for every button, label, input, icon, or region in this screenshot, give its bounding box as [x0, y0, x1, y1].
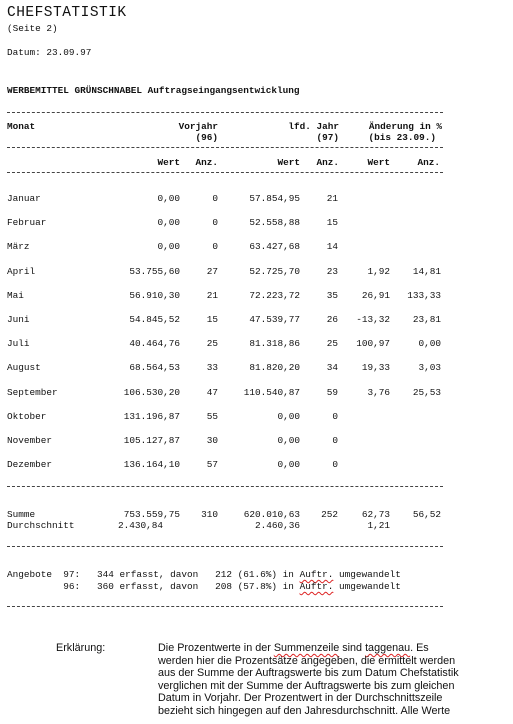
sum-label: Summe [7, 509, 36, 520]
col-header-change-count: Anz. [417, 157, 440, 168]
avg-change-value: 1,21 [367, 520, 390, 531]
row-cell-pc: 57 [206, 459, 218, 471]
col-header-prev-year-sub: (96) [195, 132, 218, 143]
avg-cur-value: 2.460,36 [254, 520, 300, 531]
row-cell-pc: 15 [206, 314, 218, 325]
avg-label: Durchschnitt [7, 520, 75, 531]
row-cell-cv: 52.558,88 [249, 217, 300, 229]
sum-prev-value: 753.559,75 [123, 509, 180, 520]
col-header-prev-value: Wert [157, 157, 180, 168]
row-cell-cc: 0 [332, 410, 338, 422]
row-cell-cc: 59 [326, 386, 338, 398]
row-cell-pv: 0,00 [157, 217, 180, 229]
row-month: November [7, 435, 53, 446]
row-cell-cc: 0 [332, 459, 338, 471]
col-header-change: Änderung in % [368, 121, 442, 132]
offers-96-word: Auftr. [299, 581, 334, 592]
row-cell-cv: 81.820,20 [249, 362, 300, 374]
expl-l2: werden hier die Prozentsätze angegeben, die ermittelt werden [158, 654, 456, 667]
row-cell-chc: 23,81 [412, 314, 441, 325]
row-month: Januar [7, 193, 41, 204]
row-cell-pv: 0,00 [157, 241, 180, 253]
row-cell-cv: 47.539,77 [249, 314, 300, 325]
row-cell-cv: 81.318,86 [249, 338, 300, 350]
row-cell-pv: 53.755,60 [129, 265, 180, 277]
sum-cur-count: 252 [321, 509, 338, 520]
row-cell-cv: 0,00 [277, 459, 300, 471]
col-header-month: Monat [7, 121, 36, 132]
row-month: Dezember [7, 459, 53, 471]
row-cell-pv: 105.127,87 [123, 435, 180, 446]
row-cell-cv: 0,00 [277, 435, 300, 446]
row-month: August [7, 362, 41, 374]
row-cell-chv: 3,76 [367, 386, 390, 398]
row-cell-cv: 57.854,95 [249, 193, 300, 204]
row-month: Mai [7, 289, 24, 301]
row-cell-cc: 0 [332, 435, 338, 446]
row-cell-chc: 3,03 [418, 362, 441, 374]
sum-change-count: 56,52 [412, 509, 441, 520]
row-month: April [7, 265, 36, 277]
row-cell-pc: 55 [206, 410, 218, 422]
col-header-cur-year-sub: (97) [316, 132, 339, 143]
offers-line-96 [7, 581, 401, 592]
row-cell-cv: 110.540,87 [243, 386, 300, 398]
expl-l1-mid: sind [339, 642, 366, 654]
row-cell-cc: 34 [326, 362, 338, 374]
expl-l1-pre: Die Prozentwerte in der [158, 642, 274, 654]
row-cell-pc: 0 [212, 217, 218, 229]
row-cell-cv: 63.427,68 [249, 241, 300, 253]
expl-l1-word2: taggenau [365, 642, 411, 654]
row-month: September [7, 386, 58, 398]
sum-cur-value: 620.010,63 [243, 509, 300, 520]
expl-l3: aus der Summe der Auftragswerte bis zum Datum Chefstatistik [158, 667, 459, 680]
row-cell-pc: 30 [206, 435, 218, 446]
row-cell-pc: 27 [206, 265, 218, 277]
divider-bottom [7, 606, 443, 607]
row-cell-cc: 21 [326, 193, 338, 204]
row-cell-chc: 25,53 [412, 386, 441, 398]
page-subtitle: (Seite 2) [7, 23, 58, 34]
row-cell-pc: 47 [206, 386, 218, 398]
sum-change-value: 62,73 [361, 509, 390, 520]
report-title: WERBEMITTEL GRÜNSCHNABEL Auftragseingangsentwicklung [7, 85, 300, 96]
row-cell-cc: 15 [326, 217, 338, 229]
row-month: Oktober [7, 410, 47, 422]
row-cell-pv: 68.564,53 [129, 362, 180, 374]
row-cell-cv: 52.725,70 [249, 265, 300, 277]
row-cell-pv: 40.464,76 [129, 338, 180, 350]
offers-97-text: Angebote 97: 344 erfasst, davon 212 (61.6%) in [7, 569, 300, 580]
row-cell-chv: -13,32 [356, 314, 390, 325]
divider-offers [7, 546, 443, 547]
row-month: Juni [7, 314, 30, 325]
divider-summary [7, 486, 443, 487]
expl-l5: Datum in Vorjahr. Der Prozentwert in der Durchschnittszeile [158, 692, 443, 705]
row-cell-chv: 100,97 [356, 338, 390, 350]
row-cell-chc: 0,00 [418, 338, 441, 350]
row-month: Juli [7, 338, 30, 350]
col-header-prev-year: Vorjahr [178, 121, 218, 132]
row-cell-pv: 131.196,87 [123, 410, 180, 422]
col-header-cur-year: lfd. Jahr [288, 121, 339, 132]
row-cell-cc: 35 [326, 289, 338, 301]
avg-prev-value: 2.430,84 [117, 520, 163, 531]
col-header-change-sub: (bis 23.09.) [368, 132, 436, 143]
expl-l1-word1: Summenzeile [273, 642, 340, 654]
row-cell-pv: 54.845,52 [129, 314, 180, 325]
divider-top [7, 112, 443, 113]
sum-prev-count: 310 [201, 509, 218, 520]
expl-l6: bezieht sich hingegen auf den Jahresdurchschnitt. Alle Werte [158, 704, 451, 717]
col-header-change-value: Wert [367, 157, 390, 168]
row-cell-cc: 14 [326, 241, 338, 253]
explanation-text [158, 642, 459, 718]
row-cell-chc: 133,33 [407, 289, 441, 301]
row-cell-cc: 26 [326, 314, 338, 325]
row-cell-pv: 106.530,20 [123, 386, 180, 398]
divider-header [7, 147, 443, 148]
report-date: Datum: 23.09.97 [7, 47, 92, 58]
row-cell-chc: 14,81 [412, 265, 441, 277]
row-cell-pv: 136.164,10 [123, 459, 180, 471]
col-header-prev-count: Anz. [195, 157, 218, 168]
row-cell-cc: 25 [326, 338, 338, 350]
row-month: März [7, 241, 30, 253]
col-header-cur-count: Anz. [316, 157, 339, 168]
page-title: CHEFSTATISTIK [7, 5, 127, 21]
offers-96-tail: umgewandelt [333, 581, 401, 592]
row-cell-chv: 26,91 [361, 289, 390, 301]
offers-97-word: Auftr. [299, 569, 334, 580]
offers-line-97 [7, 569, 401, 580]
row-cell-pc: 0 [212, 193, 218, 204]
explanation-label: Erklärung: [56, 642, 106, 654]
row-cell-pv: 56.910,30 [129, 289, 180, 301]
row-cell-pc: 0 [212, 241, 218, 253]
divider-subheader [7, 172, 443, 173]
expl-l1-post: . Es [410, 642, 429, 654]
row-cell-pc: 33 [206, 362, 218, 374]
row-cell-pc: 25 [206, 338, 218, 350]
row-month: Februar [7, 217, 47, 229]
row-cell-cv: 72.223,72 [249, 289, 300, 301]
row-cell-chv: 19,33 [361, 362, 390, 374]
row-cell-cv: 0,00 [277, 410, 300, 422]
offers-96-text: 96: 360 erfasst, davon 208 (57.8%) in [7, 581, 300, 592]
offers-97-tail: umgewandelt [333, 569, 401, 580]
expl-l4: verglichen mit der Summe der Auftragswerte bis zum gleichen [158, 679, 455, 692]
col-header-cur-value: Wert [277, 157, 300, 168]
row-cell-cc: 23 [326, 265, 338, 277]
row-cell-pc: 21 [206, 289, 218, 301]
row-cell-pv: 0,00 [157, 193, 180, 204]
row-cell-chv: 1,92 [367, 265, 390, 277]
